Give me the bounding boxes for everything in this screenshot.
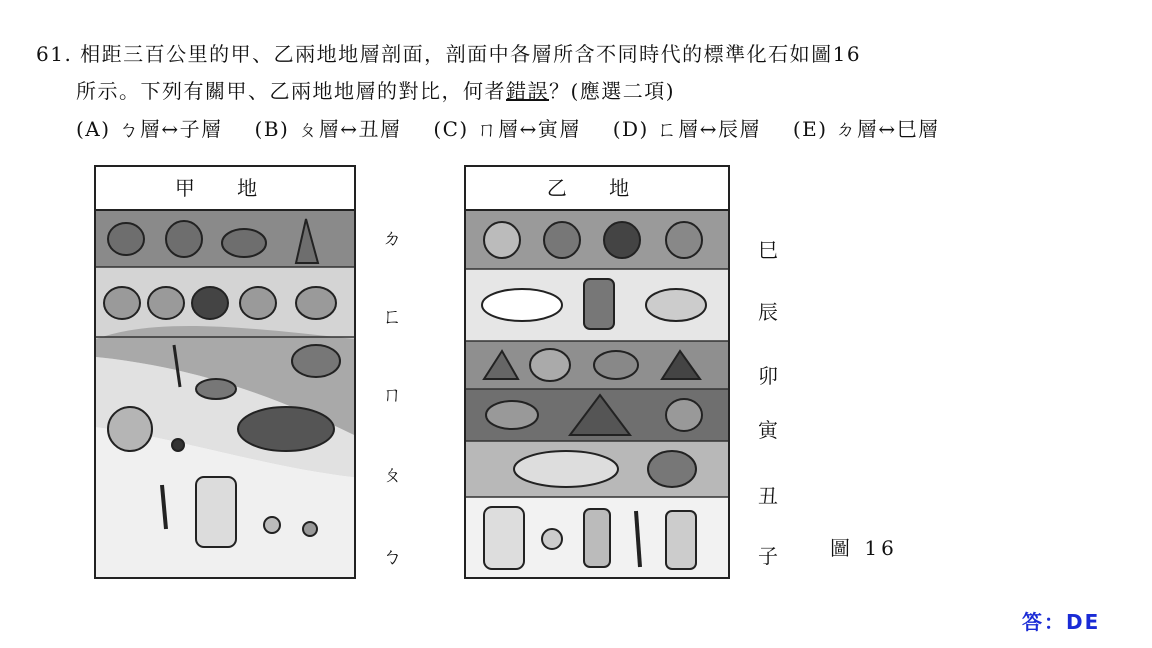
option-e: (E) ㄉ層↔巳層 [792,117,940,141]
option-c: (C) ㄇ層↔寅層 [433,117,581,141]
option-b: (B) ㄆ層↔丑層 [254,117,402,141]
question-line-2-start: 所示。下列有關甲、乙兩地地層的對比，何者 [76,79,506,103]
yi-layer-label-zi: 子 [758,544,778,568]
figure-caption: 圖 16 [830,536,898,560]
yi-strata-drawing [466,167,728,577]
options-row [76,113,964,142]
jia-section-panel [94,165,356,579]
option-d: (D) ㄈ層↔辰層 [612,117,761,141]
jia-strata-drawing [96,167,354,577]
yi-layer-label-yin: 寅 [758,418,778,442]
jia-layer-label-d: ㄉ [382,226,402,250]
yi-layer-label-si: 巳 [758,238,778,262]
yi-layer-label-chou: 丑 [758,484,778,508]
yi-section-panel [464,165,730,579]
yi-layer-label-mao: 卯 [758,364,778,388]
yi-panel-title: 乙 地 [466,167,728,211]
jia-layer-label-p: ㄆ [382,462,402,486]
yi-layer-label-chen: 辰 [758,300,778,324]
jia-panel-title: 甲 地 [96,167,354,211]
jia-layer-label-m: ㄇ [382,382,402,406]
jia-layer-label-f: ㄈ [382,304,402,328]
question-line-2 [76,75,675,104]
answer-text: 答：DE [1022,610,1101,634]
option-a: (A) ㄅ層↔子層 [76,117,223,141]
jia-layer-label-b: ㄅ [382,544,402,568]
question-line-1: 61. 相距三百公里的甲、乙兩地地層剖面，剖面中各層所含不同時代的標準化石如圖16 [36,42,862,66]
underlined-keyword: 錯誤 [506,79,549,103]
question-line-2-end: ？(應選二項) [549,79,676,103]
